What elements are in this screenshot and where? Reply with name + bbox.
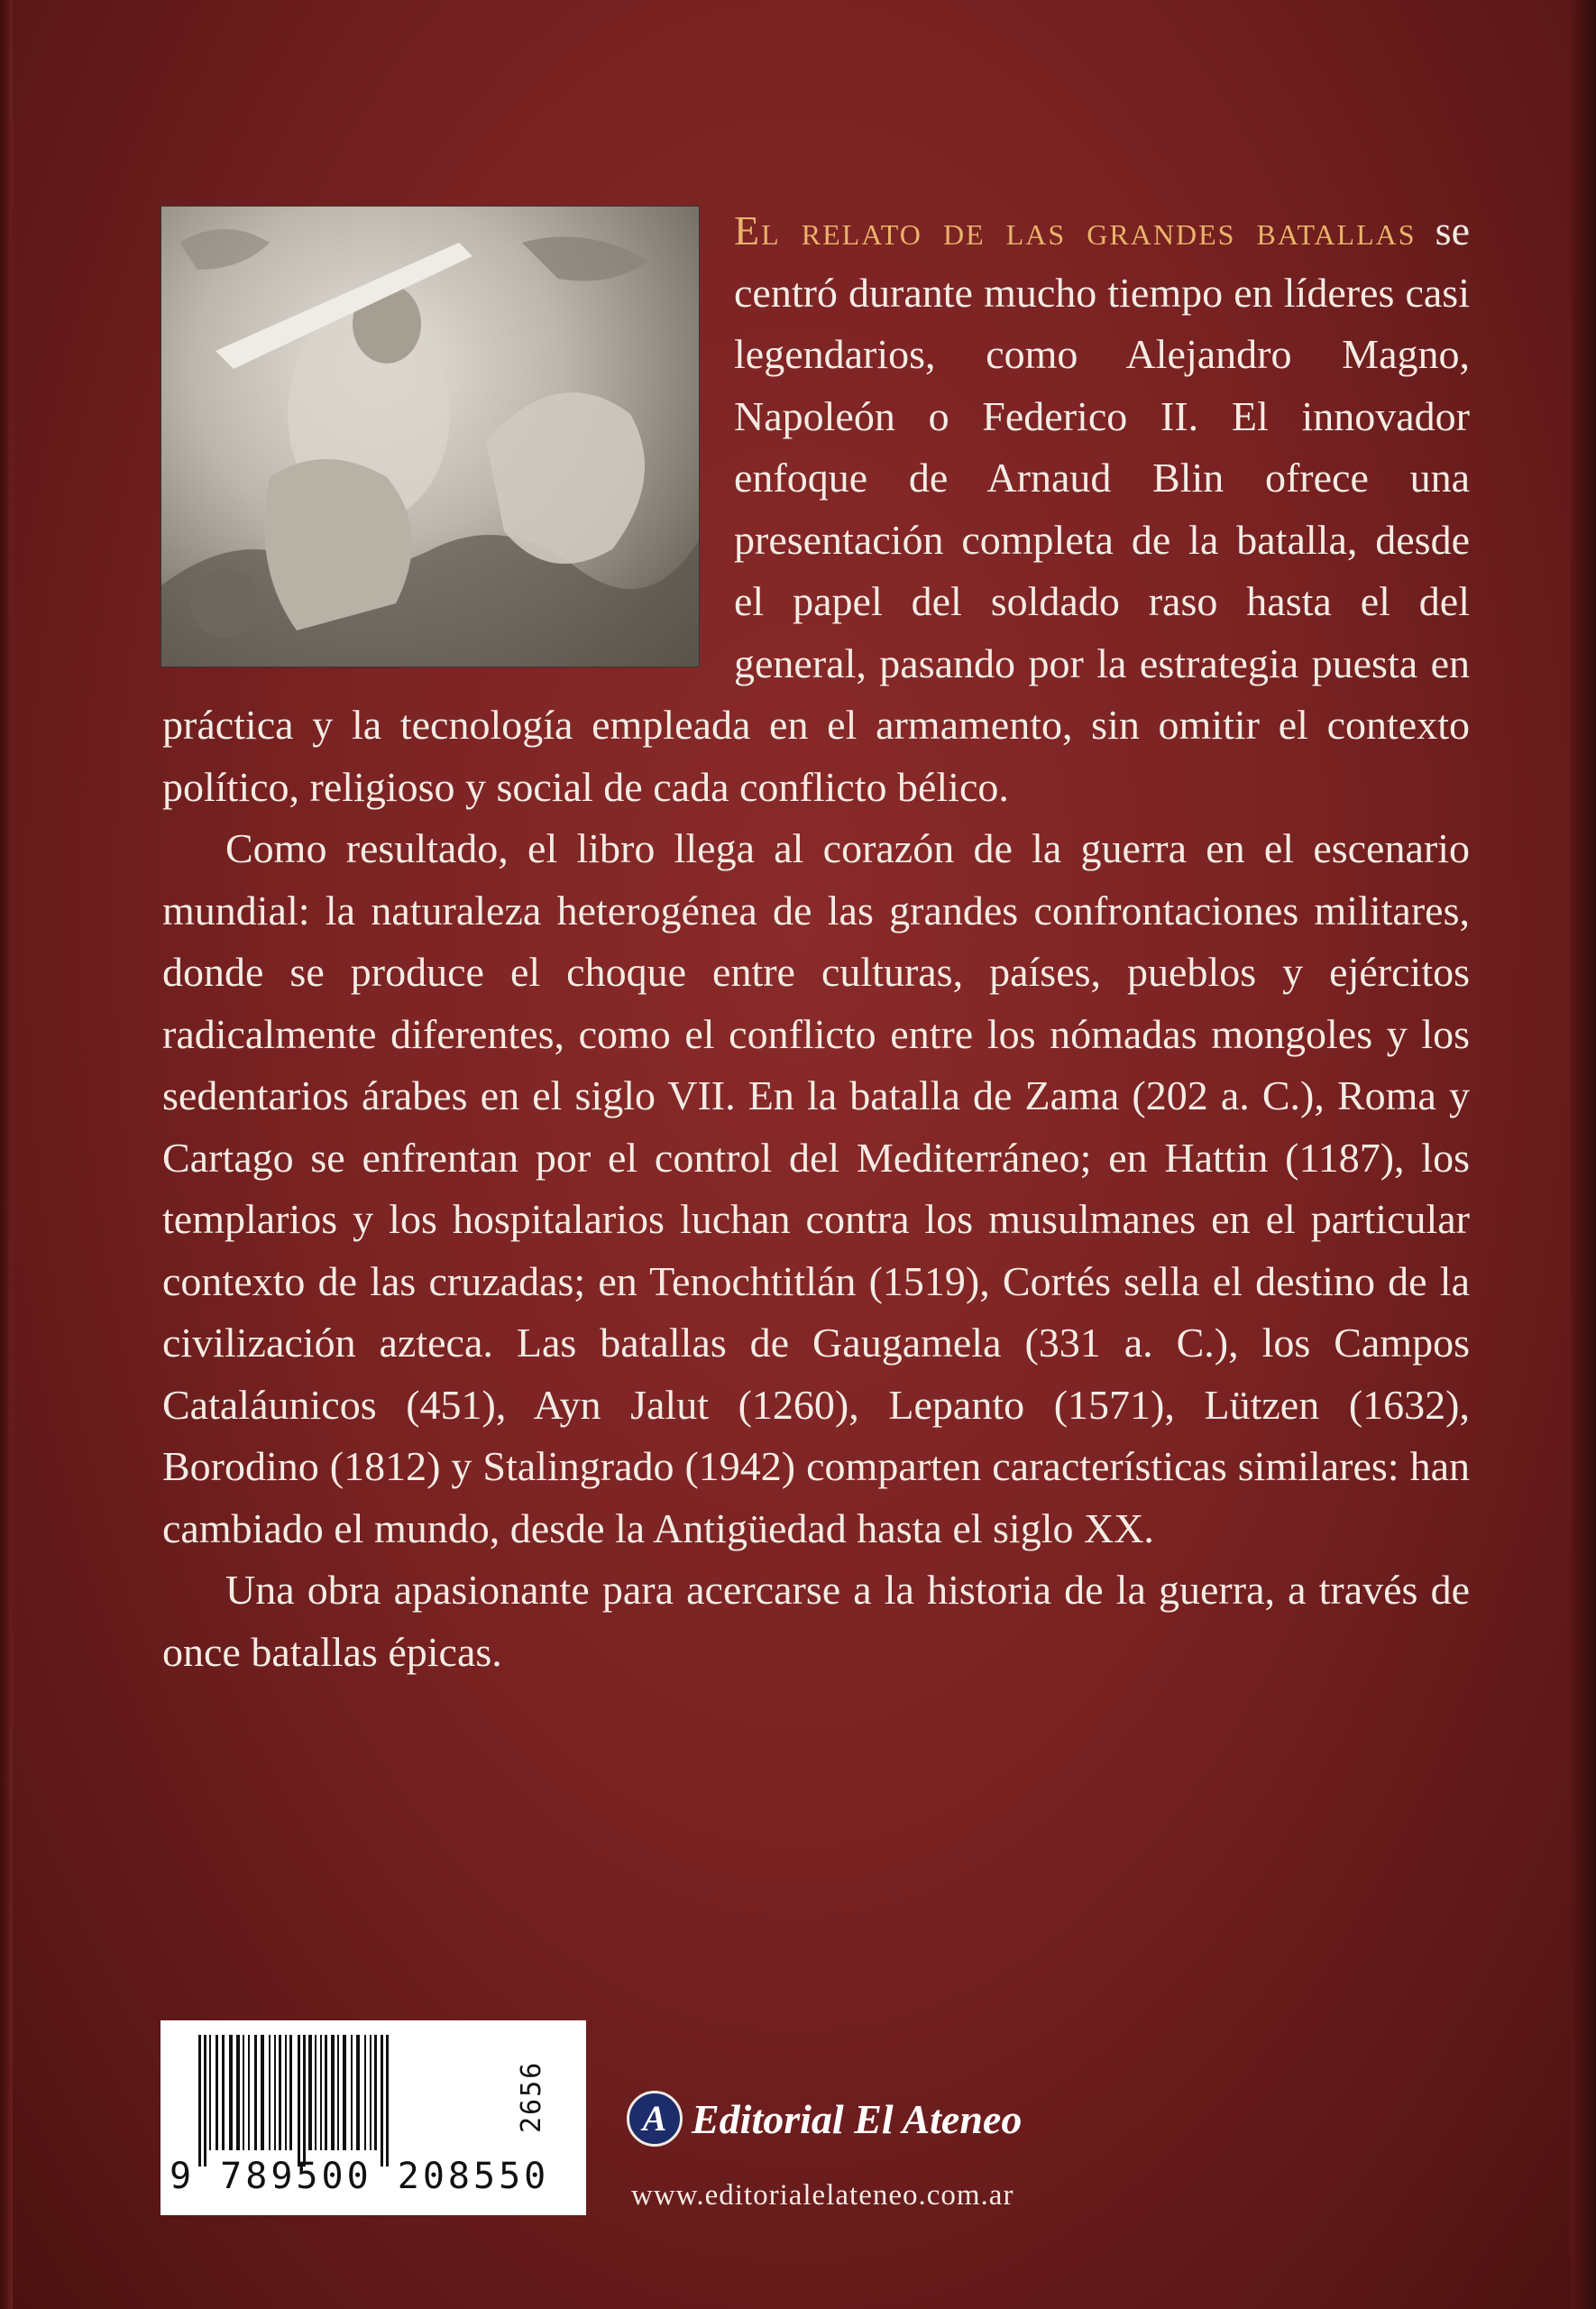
publisher-url: www.editorialelateneo.com.ar [631, 2179, 1014, 2212]
barcode-bar [204, 2035, 206, 2166]
barcode-bar [337, 2035, 339, 2150]
barcode-bar [209, 2035, 211, 2150]
barcode-bar [229, 2035, 233, 2150]
barcode-bar [308, 2035, 312, 2150]
barcode-bar [386, 2035, 389, 2166]
barcode-bar [374, 2035, 377, 2150]
barcode-bar [331, 2035, 335, 2150]
barcode-bar [343, 2035, 346, 2150]
blurb-lead-phrase: El relato de las grandes batallas [734, 207, 1417, 253]
barcode-bar [279, 2035, 281, 2150]
barcode-bar [325, 2035, 327, 2150]
barcode-bar [216, 2035, 218, 2150]
back-cover-blurb [162, 200, 1470, 1683]
battle-relief-illustration [161, 206, 700, 667]
barcode-bar [298, 2035, 300, 2166]
blurb-paragraph-2: Como resultado, el libro llega al corazón de la guerra en el escenario mundial: la naturaleza heterogénea de las grandes confrontaciones militares, donde se produce el choque entre culturas, países, pueblos y ejércitos radicalmente diferentes, como el conflicto entre los nómadas mongoles y los sedentarios árabes en el siglo VII. En la batalla de Zama (202 a. C.), Roma y Cartago se enfrentan por el control del Mediterráneo; en Hattin (1187), los templarios y los hospitalarios luchan contra los musulmanes en el particular contexto de las cruzadas; en Tenochtitlán (1519), Cortés sella el destino de la civilización azteca. Las batallas de Gaugamela (331 a. C.), los Campos Cataláunicos (451), Ayn Jalut (1260), Lepanto (1571), Lützen (1632), Borodino (1812) y Stalingrado (1942) comparten características similares: han cambiado el mundo, desde la Antigüedad hasta el siglo XX. [162, 825, 1470, 1551]
publisher-name: Editorial El Ateneo [692, 2095, 1023, 2142]
barcode-bar [381, 2035, 383, 2166]
barcode-bar [315, 2035, 316, 2150]
barcode-bar [261, 2035, 264, 2150]
publisher-logo-block [627, 2091, 1022, 2147]
barcode-bar [248, 2035, 250, 2150]
cover-left-edge [0, 0, 13, 2309]
cover-spine-edge [1571, 0, 1596, 2309]
barcode-bar [269, 2035, 271, 2150]
blurb-p1-text: se centró durante mucho tiempo en líderes casi legendarios, como Alejandro Magno, Napoleón o Federico II. El innovador enfoque de Arnaud Blin ofrece una presentación completa de la batalla, desde el papel del soldado raso hasta el del general, pasando por la estrategia puesta en práctica y la tecnología empleada en el armamento, sin omitir el contexto político, religioso y social de cada conflicto bélico. [162, 207, 1470, 810]
barcode-bar [243, 2035, 244, 2150]
barcode-bar [198, 2035, 201, 2166]
blurb-paragraph-3: Una obra apasionante para acercarse a la historia de la guerra, a través de once batallas épicas. [162, 1567, 1470, 1675]
isbn-barcode [161, 2020, 586, 2215]
barcode-bar [351, 2035, 353, 2150]
isbn-number: 9 789500 208550 [170, 2156, 550, 2197]
barcode-bar [320, 2035, 322, 2150]
barcode-bar [364, 2035, 366, 2150]
isbn-addon: 2656 [516, 2060, 547, 2134]
publisher-logo-icon: A [627, 2091, 683, 2147]
barcode-bar [370, 2035, 371, 2150]
barcode-bar [274, 2035, 276, 2150]
barcode-bar [356, 2035, 360, 2150]
blurb-paragraph-1 [162, 200, 1470, 818]
barcode-bar [303, 2035, 306, 2166]
barcode-bar [222, 2035, 225, 2150]
barcode-bar [285, 2035, 287, 2150]
barcode-bar [289, 2035, 292, 2150]
barcode-bar [254, 2035, 257, 2150]
barcode-bar [236, 2035, 240, 2150]
